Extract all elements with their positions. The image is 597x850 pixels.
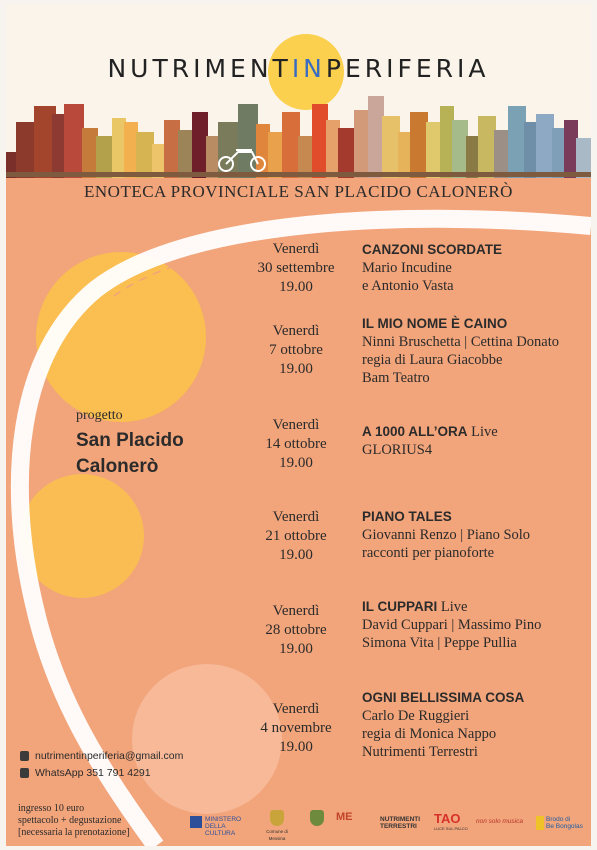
logo-text: CULTURA (205, 830, 236, 837)
event-title-suffix: Live (437, 599, 468, 615)
logo-text: TAO (434, 811, 461, 826)
logo-text: non solo musica (476, 818, 523, 825)
event-info (362, 508, 530, 562)
project-label: progetto (76, 408, 123, 423)
brodo-icon (536, 816, 544, 830)
event-date (232, 508, 360, 565)
event-date (232, 240, 360, 297)
logo-text: Be Bongolas (546, 823, 583, 830)
event-time: 19.00 (279, 279, 313, 295)
event-title: OGNI BELLISSIMA COSA (362, 690, 525, 705)
project-block (76, 408, 184, 480)
event-time: 19.00 (279, 641, 313, 657)
phone-icon (20, 768, 29, 778)
crest-icon (310, 810, 324, 826)
project-name (76, 428, 184, 480)
event-line: Simona Vita | Peppe Pullia (362, 635, 517, 651)
project-name-line1: San Placido (76, 430, 184, 451)
event-line: Ninni Bruschetta | Cettina Donato (362, 334, 560, 350)
event-line: regia di Laura Giacobbe (362, 352, 503, 368)
contacts (20, 748, 183, 782)
event-line: regia di Monica Nappo (362, 726, 497, 742)
event-date (232, 416, 360, 473)
ministero-emblem-icon (190, 816, 202, 828)
event-line: David Cuppari | Massimo Pino (362, 617, 542, 633)
logo-non-solo (476, 818, 523, 825)
event-day-date: 30 settembre (257, 260, 335, 276)
logo-me (336, 811, 353, 823)
event-title-suffix: Live (467, 424, 498, 440)
event-line: racconti per pianoforte (362, 545, 495, 561)
logo-text: LUCE SUL PALCO (434, 826, 468, 831)
contact-email[interactable]: nutrimentinperiferia@gmail.com (35, 750, 184, 762)
venue-name: ENOTECA PROVINCIALE SAN PLACIDO CALONERÒ (84, 182, 513, 201)
event-date (232, 700, 360, 757)
event-line: Bam Teatro (362, 370, 430, 386)
event-day: Venerdì (272, 323, 320, 339)
event-title: IL MIO NOME È CAINO (362, 316, 508, 331)
logo-text: Comune di Messina (266, 829, 288, 841)
header-band (6, 172, 591, 177)
event-date (232, 602, 360, 659)
festival-title (6, 54, 591, 83)
poster (6, 4, 591, 846)
event-line: e Antonio Vasta (362, 278, 454, 294)
price-line-2: spettacolo + degustazione (18, 815, 122, 826)
event-line: GLORIUS4 (362, 442, 433, 458)
sponsor-logos (190, 810, 590, 840)
logo-text: MINISTERO (205, 816, 242, 823)
price-line-1: ingresso 10 euro (18, 803, 85, 814)
event-time: 19.00 (279, 455, 313, 471)
contact-whatsapp[interactable]: WhatsApp 351 791 4291 (35, 767, 151, 779)
logo-brodo (536, 816, 583, 830)
event-time: 19.00 (279, 739, 313, 755)
event-line: Carlo De Ruggieri (362, 708, 470, 724)
logo-ministero (190, 816, 241, 837)
logo-text: NUTRIMENTI (380, 816, 421, 823)
event-day: Venerdì (272, 603, 320, 619)
coat-of-arms-icon (270, 810, 284, 826)
event-info (362, 689, 524, 761)
event-date (232, 322, 360, 379)
logo-text: TERRESTRI (380, 823, 417, 830)
event-day: Venerdì (272, 417, 320, 433)
event-line: Mario Incudine (362, 260, 452, 276)
event-info (362, 423, 498, 459)
event-line: Giovanni Renzo | Piano Solo (362, 527, 531, 543)
city-skyline (6, 92, 591, 178)
title-part-in: IN (291, 54, 326, 83)
event-title: A 1000 ALL’ORA (362, 424, 468, 439)
event-time: 19.00 (279, 547, 313, 563)
logo-text: DELLA (205, 823, 226, 830)
price-line-3: [necessaria la prenotazione] (18, 827, 130, 838)
event-day-date: 28 ottobre (265, 622, 327, 638)
event-title: PIANO TALES (362, 509, 452, 524)
event-day: Venerdì (272, 509, 320, 525)
event-info (362, 241, 502, 295)
logo-nutrimenti (380, 816, 420, 830)
logo-comune (264, 810, 290, 842)
event-title: CANZONI SCORDATE (362, 242, 502, 257)
logo-provincia (310, 810, 324, 828)
logo-tao (434, 812, 468, 832)
event-line: Nutrimenti Terrestri (362, 744, 478, 760)
event-day-date: 7 ottobre (269, 342, 323, 358)
event-info (362, 315, 559, 387)
logo-text: ME (336, 811, 353, 823)
event-title: IL CUPPARI (362, 599, 438, 614)
event-info (362, 598, 541, 652)
event-day: Venerdì (272, 241, 320, 257)
event-day-date: 4 novembre (260, 720, 332, 736)
logo-text: Brodo di (546, 816, 571, 823)
facebook-icon (20, 751, 29, 761)
price-info (18, 803, 130, 839)
event-time: 19.00 (279, 361, 313, 377)
title-part-1: NUTRIMENT (107, 54, 292, 83)
title-part-3: PERIFERIA (325, 54, 490, 83)
event-day-date: 14 ottobre (265, 436, 327, 452)
event-day: Venerdì (272, 701, 320, 717)
event-day-date: 21 ottobre (265, 528, 327, 544)
project-name-line2: Calonerò (76, 456, 159, 477)
